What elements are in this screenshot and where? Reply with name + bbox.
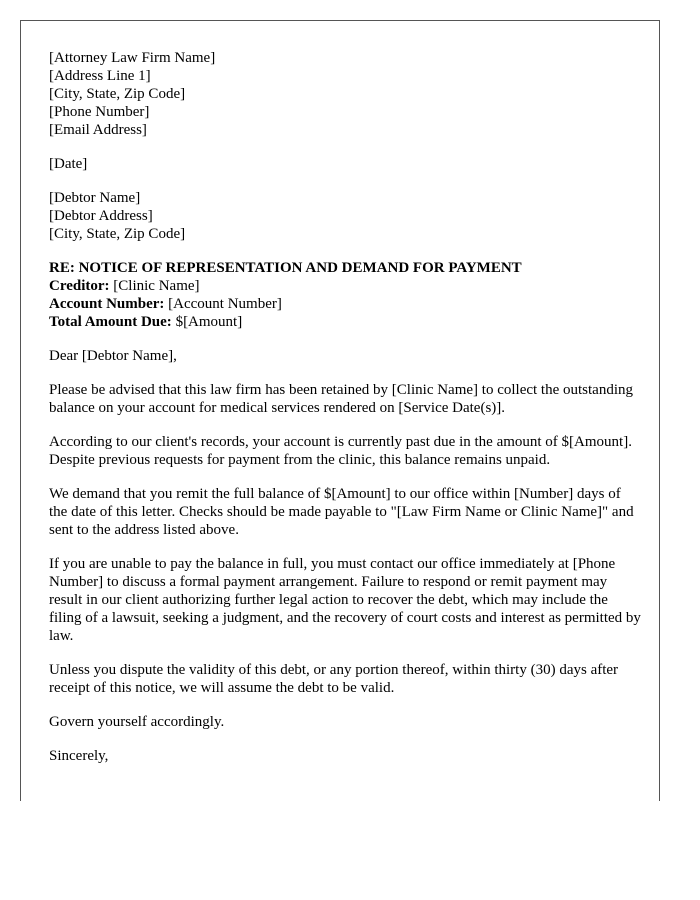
recipient-block — [49, 189, 641, 243]
re-subject: RE: NOTICE OF REPRESENTATION AND DEMAND FOR PAYMENT — [49, 260, 522, 276]
sender-city-state-zip: [City, State, Zip Code] — [49, 86, 186, 102]
creditor-label: Creditor: — [49, 278, 110, 294]
recipient-city-state-zip: [City, State, Zip Code] — [49, 226, 186, 242]
letter-date: [Date] — [49, 156, 88, 172]
paragraph-govern: Govern yourself accordingly. — [49, 714, 225, 730]
salutation: Dear [Debtor Name], — [49, 348, 177, 364]
sender-email: [Email Address] — [49, 122, 147, 138]
letter-body — [49, 49, 641, 781]
sender-firm-name: [Attorney Law Firm Name] — [49, 50, 216, 66]
paragraph-retained: Please be advised that this law firm has been retained by [Clinic Name] to collect the outstanding balance on your account for medical services rendered on [Service Date(s)]. — [49, 382, 633, 416]
recipient-address: [Debtor Address] — [49, 208, 153, 224]
creditor-value: [Clinic Name] — [109, 278, 200, 294]
account-line — [49, 295, 641, 313]
paragraph-arrangement: If you are unable to pay the balance in full, you must contact our office immediately at [Phone Number] to discuss a formal payment arrangement. Failure to respond or remit payment may result in our client authorizing further legal action to recover the debt, which may include the filing of a lawsuit, seeking a judgment, and the recovery of court costs and interest as permitted by law. — [49, 556, 641, 644]
account-value: [Account Number] — [164, 296, 282, 312]
amount-line — [49, 313, 641, 331]
sender-block — [49, 49, 641, 139]
re-block — [49, 259, 641, 331]
account-label: Account Number: — [49, 296, 165, 312]
paragraph-past-due: According to our client's records, your account is currently past due in the amount of $[Amount]. Despite previous requests for payment from the clinic, this balance remains unpaid. — [49, 434, 632, 468]
amount-label: Total Amount Due: — [49, 314, 172, 330]
letter-page — [20, 20, 660, 801]
paragraph-dispute: Unless you dispute the validity of this debt, or any portion thereof, within thirty (30) days after receipt of this notice, we will assume the debt to be valid. — [49, 662, 619, 696]
paragraph-demand: We demand that you remit the full balance of $[Amount] to our office within [Number] days of the date of this letter. Checks should be made payable to "[Law Firm Name or Clinic Name]" and sent to the address listed above. — [49, 486, 634, 538]
recipient-name: [Debtor Name] — [49, 190, 141, 206]
sender-address-line1: [Address Line 1] — [49, 68, 151, 84]
sender-phone: [Phone Number] — [49, 104, 150, 120]
creditor-line — [49, 277, 641, 295]
date-block — [49, 155, 641, 173]
amount-value: $[Amount] — [171, 314, 243, 330]
closing: Sincerely, — [49, 748, 109, 764]
